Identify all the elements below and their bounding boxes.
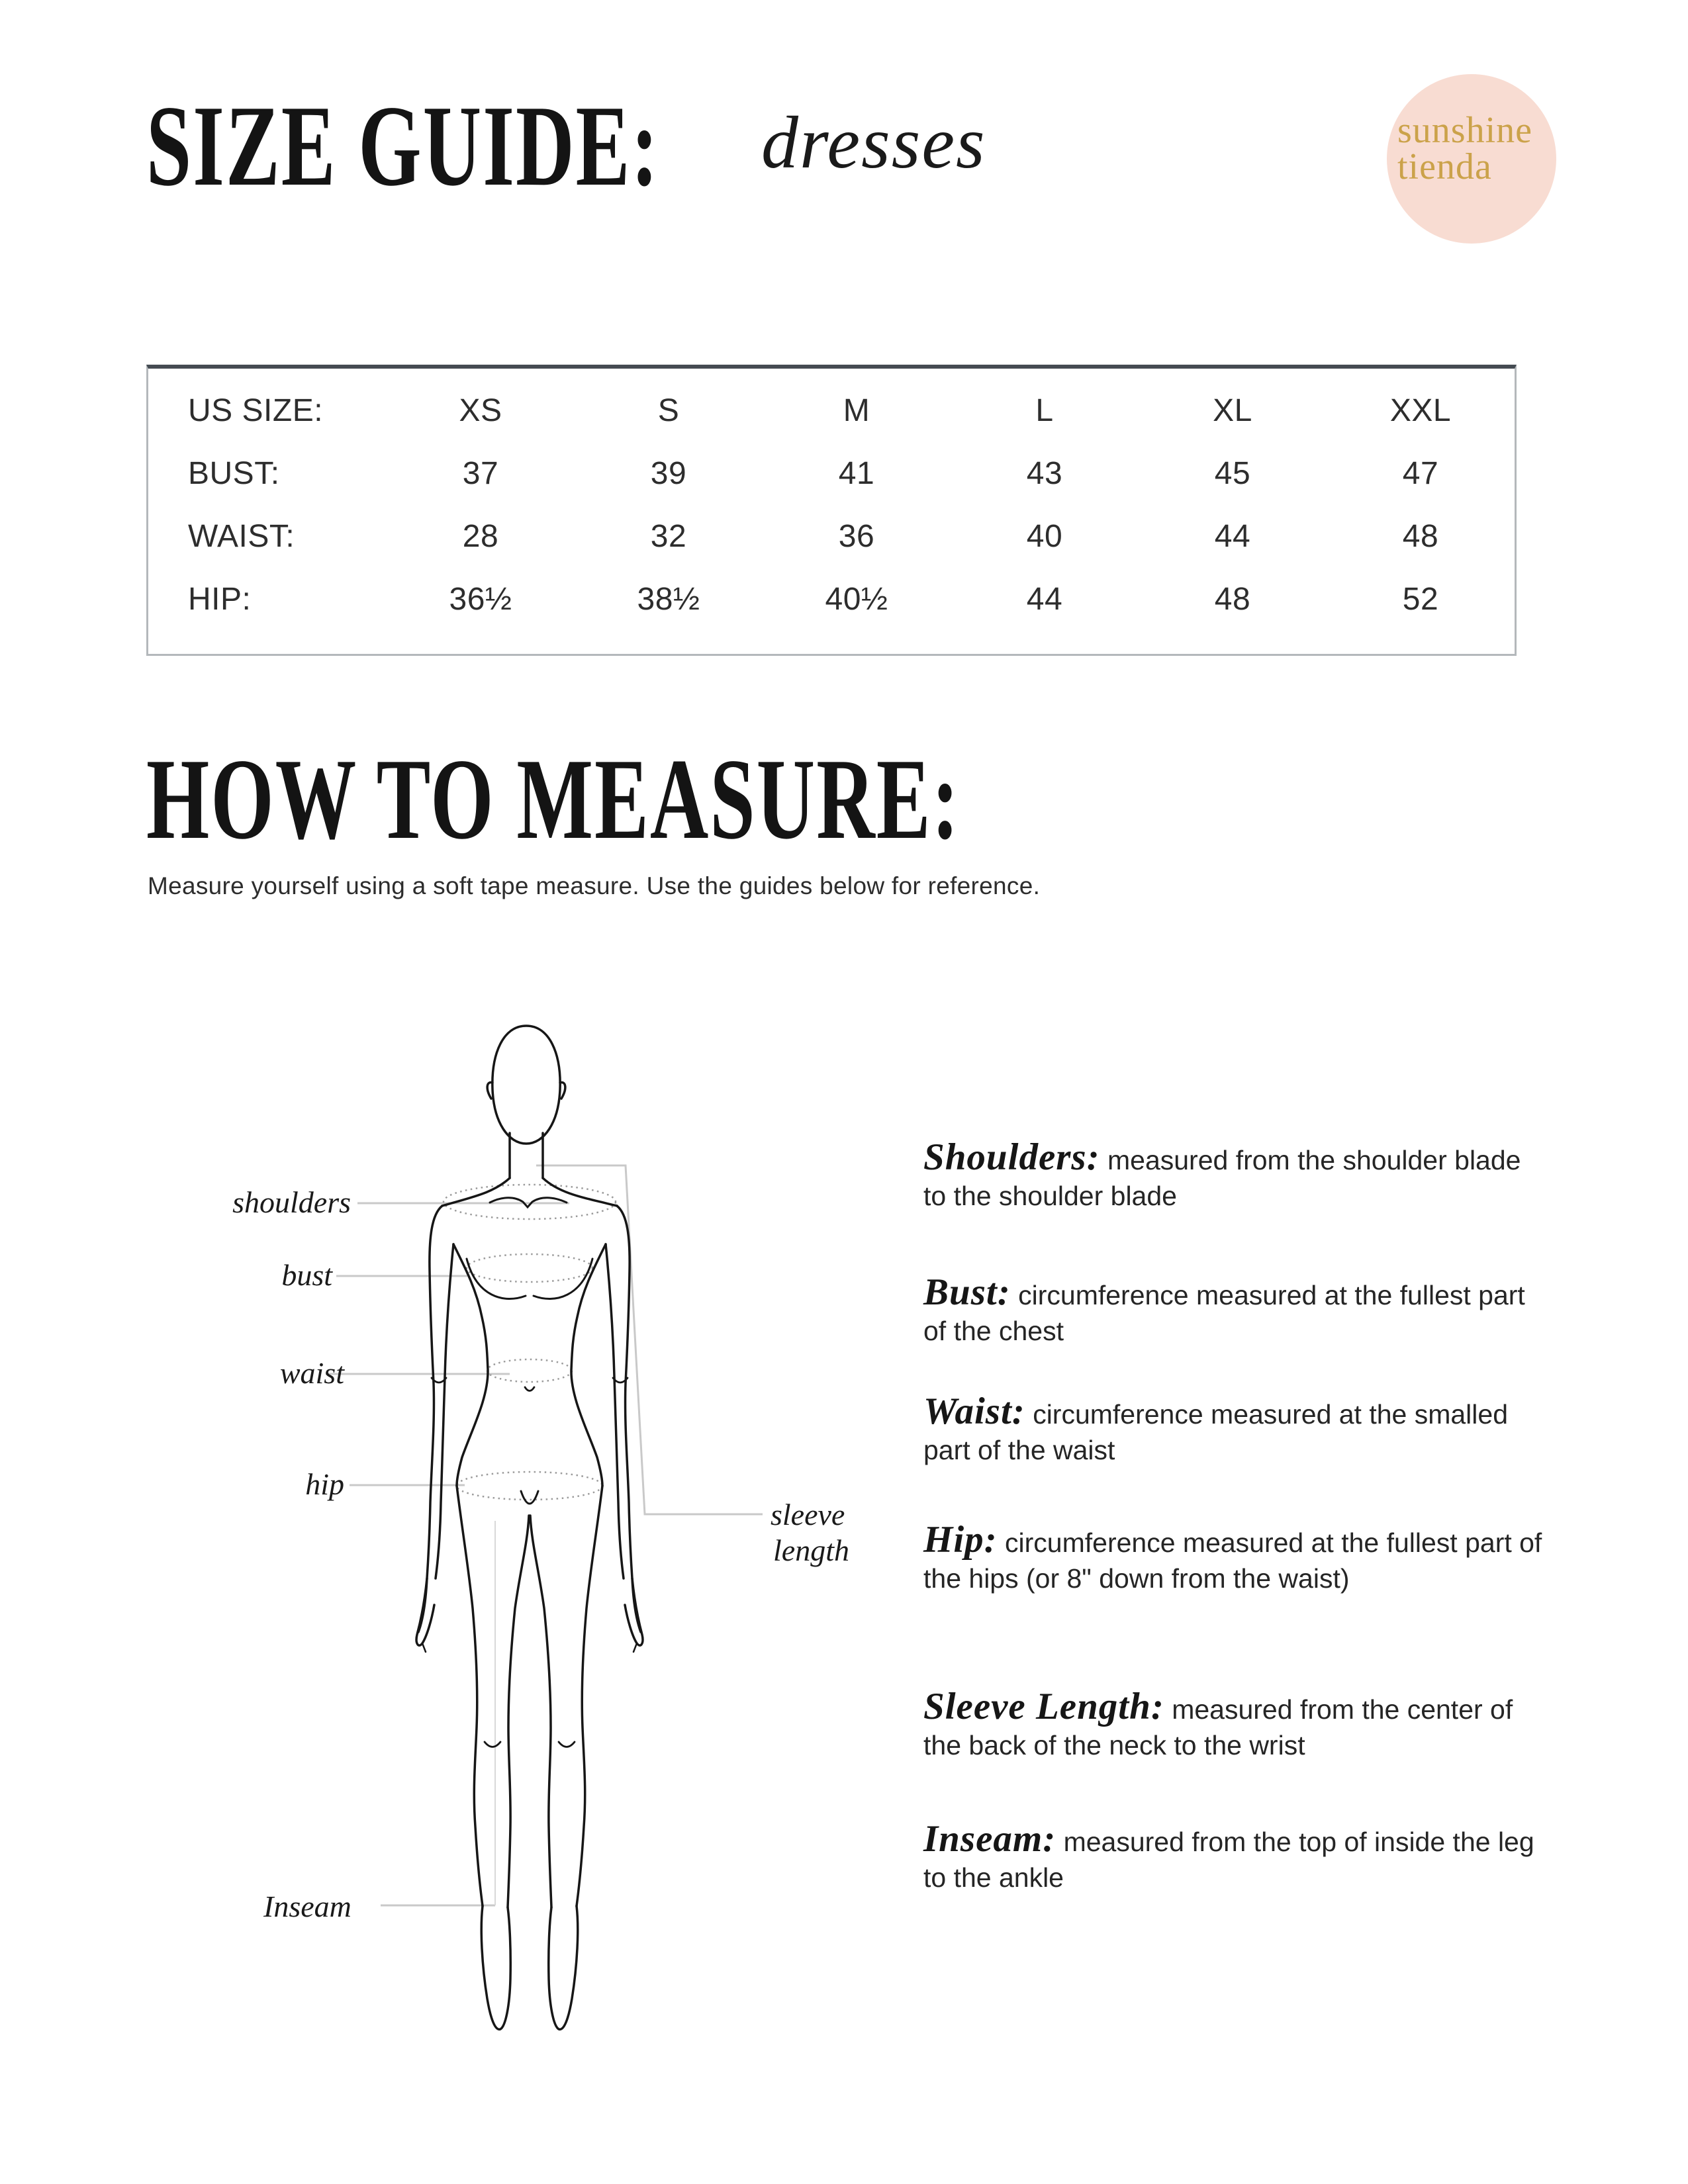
row-header-hip: HIP: (188, 582, 252, 617)
waist-l: 40 (1026, 519, 1063, 554)
size-col-l: L (1035, 393, 1054, 428)
bust-l: 43 (1026, 456, 1063, 491)
bust-xl: 45 (1214, 456, 1251, 491)
table-row-waist (148, 505, 1515, 568)
waist-xs: 28 (462, 519, 499, 554)
figure-label-hip: hip (305, 1467, 344, 1501)
definition-bust (923, 1271, 1549, 1349)
hip-s: 38½ (637, 582, 700, 617)
definition-bust-term: Bust: (923, 1271, 1011, 1313)
definition-hip-text: circumference measured at the fullest part of the hips (or 8" down from the waist) (923, 1527, 1542, 1594)
waist-xxl: 48 (1402, 519, 1439, 554)
size-col-xl: XL (1213, 393, 1252, 428)
definition-bust-text: circumference measured at the fullest part of the chest (923, 1280, 1525, 1346)
size-table (146, 365, 1517, 656)
definition-shoulders-term: Shoulders: (923, 1136, 1100, 1178)
brand-name-line2: tienda (1397, 146, 1492, 187)
hip-xxl: 52 (1402, 582, 1439, 617)
definition-waist-term: Waist: (923, 1390, 1025, 1432)
size-col-xs: XS (459, 393, 502, 428)
definition-shoulders (923, 1136, 1549, 1214)
waist-m: 36 (838, 519, 875, 554)
figure-label-waist: waist (279, 1356, 344, 1390)
figure-label-bust: bust (281, 1258, 332, 1292)
hip-xl: 48 (1214, 582, 1251, 617)
definition-shoulders-text: measured from the shoulder blade to the shoulder blade (923, 1145, 1521, 1211)
bust-m: 41 (838, 456, 875, 491)
guide-lines (326, 1165, 763, 1905)
figure-label-sleeve-length-line2: length (773, 1533, 849, 1567)
dotted-measure-ellipses (444, 1185, 616, 1500)
brand-name-line1: sunshine (1397, 110, 1532, 151)
figure-label-shoulders: shoulders (232, 1185, 351, 1219)
definition-inseam-text: measured from the top of inside the leg to the ankle (923, 1827, 1534, 1893)
definition-waist-text: circumference measured at the smalled part of the waist (923, 1399, 1509, 1465)
how-to-measure-subtitle: Measure yourself using a soft tape measure. Use the guides below for reference. (148, 872, 1041, 899)
table-row-us-size (148, 379, 1515, 442)
definition-sleeve-length-term: Sleeve Length: (923, 1686, 1164, 1727)
size-col-xxl: XXL (1389, 393, 1452, 428)
row-header-waist: WAIST: (188, 519, 295, 554)
bust-s: 39 (650, 456, 687, 491)
measurement-figure-diagram (199, 960, 894, 2065)
brand-logo (1387, 74, 1556, 244)
size-col-m: M (843, 393, 870, 428)
bust-xs: 37 (462, 456, 499, 491)
page-title: SIZE GUIDE: (146, 81, 660, 210)
definition-inseam (923, 1818, 1549, 1895)
hip-m: 40½ (825, 582, 888, 617)
body-outline (416, 1026, 643, 2029)
row-header-us-size: US SIZE: (188, 393, 324, 428)
definition-sleeve-length-text: measured from the center of the back of the neck to the wrist (923, 1694, 1513, 1760)
table-row-bust (148, 442, 1515, 505)
waist-s: 32 (650, 519, 687, 554)
figure-label-inseam: Inseam (263, 1889, 352, 1923)
bust-xxl: 47 (1402, 456, 1439, 491)
definition-waist (923, 1390, 1549, 1468)
figure-label-sleeve-length-line1: sleeve (771, 1498, 845, 1531)
waist-xl: 44 (1214, 519, 1251, 554)
definition-hip (923, 1519, 1549, 1596)
definition-inseam-term: Inseam: (923, 1818, 1056, 1860)
definition-hip-term: Hip: (923, 1519, 998, 1561)
table-row-hip (148, 568, 1515, 631)
row-header-bust: BUST: (188, 456, 280, 491)
hip-xs: 36½ (449, 582, 512, 617)
how-to-measure-heading: HOW TO MEASURE: (146, 735, 961, 863)
hip-l: 44 (1026, 582, 1063, 617)
definition-sleeve-length (923, 1686, 1519, 1763)
page-title-category: dresses (761, 102, 986, 184)
size-col-s: S (657, 393, 680, 428)
brand-logo-text (1397, 110, 1532, 187)
